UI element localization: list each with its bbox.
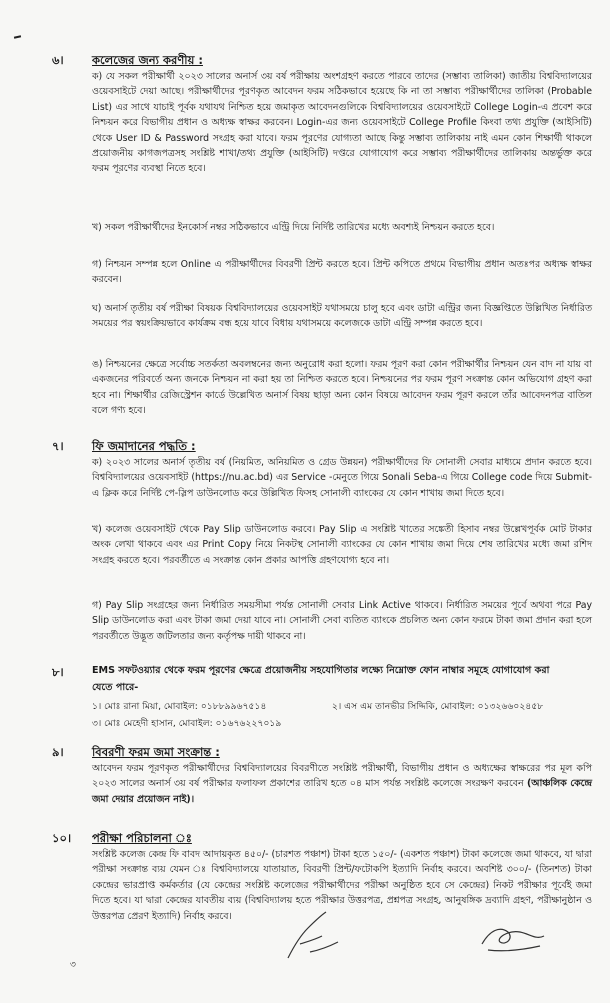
paragraph-9-bold: (আঞ্চলিক কেন্দ্রে জমা দেয়ার প্রয়োজন নাই)। bbox=[92, 778, 592, 805]
paragraph-7a: ক) ২০২৩ সালের অনার্স তৃতীয় বর্ষ (নিয়মিত, অনিয়মিত ও গ্রেড উন্নয়ন) পরীক্ষার্থীদের ফি সোনালী সেবার মাধ্যমে প্রদান করতে হবে। বিশ্ববিদ্যালয়ের ওয়েবসাইট (https://nu.ac.bd) এর Service -মেনুতে গিয়ে Sonali Seba-এ গিয়ে College code দিয়ে Submit-এ ক্লিক করে নির্দিষ্ট পে-স্লিপ ডাউনলোড করে উল্লিখিত ফিসহ সোনালী ব্যাংকের যে কোন শাখায় জমা দিতে হবে। bbox=[92, 457, 592, 499]
paragraph-10: সংশ্লিষ্ট কলেজ কেন্দ্র ফি বাবদ আদায়কৃত ৪৫০/- (চারশত পঞ্চাশ) টাকা হতে ১৫০/- (একশত পঞ্চাশ) টাকা কলেজে জমা থাকবে, যা দ্বারা পরীক্ষা সংক্রান্ত ব্যয় যেমন ঃ বিশ্ববিদ্যালয়ে যাতায়াত, বিবরণী প্রিন্ট/ফটোকপি ইত্যাদি নির্বাহ করবে। অবশিষ্ট ৩০০/- (তিনশত) টাকা কেন্দ্রের ভারপ্রাপ্ত কর্মকর্তার (যে কেন্দ্রের সংশ্লিষ্ট কলেজের পরীক্ষার্থীদের পরীক্ষা অনুষ্ঠিত হবে সে কেন্দ্রের) নিকট পরীক্ষার পূর্বেই জমা দিতে হবে। যা দ্বারা কেন্দ্রের যাবতীয় ব্যয় (বিশ্ববিদ্যালয় হতে পরীক্ষার উত্তরপত্র, প্রশ্নপত্র সংগ্রহ, আনুষঙ্গিক দ্রব্যাদি গ্রহণ, পরীক্ষানুষ্ঠান ও উত্তরপত্র প্রেরণ ইত্যাদি) নির্বাহ করবে। bbox=[92, 849, 592, 922]
section-title: EMS সফটওয়্যার থেকে ফরম পূরণের ক্ষেত্রে প্রয়োজনীয় সহযোগিতার লক্ষ্যে নিম্নোক্ত ফোন নাম্বার সমূহে যোগাযোগ করা bbox=[92, 665, 550, 676]
paragraph-9 bbox=[92, 761, 592, 807]
section-title-continued: যেতে পারে- bbox=[92, 682, 139, 693]
section-title: ফি জমাদানের পদ্ধতি : bbox=[92, 439, 196, 453]
contact-3: ৩। মোঃ মেহেদী হাসান, মোবাইল: ০১৬৭৬২২৭০১৯ bbox=[92, 718, 282, 729]
handwritten-initial-left bbox=[280, 906, 370, 966]
paragraph-6c: গ) নিশ্চয়ন সম্পন্ন হলে Online এ পরীক্ষার্থীদের বিবরণী প্রিন্ট করতে হবে। প্রিন্ট কপিতে প্রথমে বিভাগীয় প্রধান অতঃপর অধ্যক্ষ স্বাক্ষর করবেন। bbox=[92, 259, 592, 286]
paragraph-6b: খ) সকল পরীক্ষার্থীদের ইনকোর্স নম্বর সঠিকভাবে এন্ট্রি দিয়ে নির্দিষ্ট তারিখের মধ্যে অবশ্যই নিশ্চয়ন করতে হবে। bbox=[92, 222, 495, 233]
paragraph-7c: গ) Pay Slip সংগ্রহের জন্য নির্ধারিত সময়সীমা পর্যন্ত সোনালী সেবার Link Active থাকবে। নির্ধারিত সময়ের পূর্বে অথবা পরে Pay Slip ডাউনলোড করা এবং টাকা জমা দেয়া যাবে না। সোনালী সেবা ব্যতিত ব্যাংকে প্রচলিত অন্য কোন ফরমে টাকা জমা প্রদান করা হলে পরবর্তীতে উদ্ভূত জটিলতার জন্য কর্তৃপক্ষ দায়ী থাকবে না। bbox=[92, 600, 592, 642]
section-number: ৬। bbox=[52, 53, 64, 67]
section-title: পরীক্ষা পরিচালনা ঃ bbox=[92, 831, 192, 845]
paragraph-6d: ঘ) অনার্স তৃতীয় বর্ষ পরীক্ষা বিষয়ক বিশ্ববিদ্যালয়ের ওয়েবসাইট যথাসময়ে চালু হবে এবং ডাটা এন্ট্রির জন্য বিজ্ঞপ্তিতে উল্লিখিত নির্ধারিত সময়ের পর স্বয়ংক্রিয়ভাবে কার্যক্রম বন্ধ হয়ে যাবে বিধায় যথাসময়ে কলেজকে ডাটা এন্ট্রি সম্পন্ন করতে হবে। bbox=[92, 303, 592, 330]
section-number: ১০। bbox=[52, 831, 72, 845]
paragraph-9-text: আবেদন ফরম পূরণকৃত পরীক্ষার্থীদের বিশ্ববিদ্যালয়ের বিবরণীতে সংশ্লিষ্ট পরীক্ষার্থী, বিভাগীয় প্রধান ও অধ্যক্ষের স্বাক্ষরের পর মূল কপি ২০২৩ সালের অনার্স ৩য় বর্ষ পরীক্ষার ফলাফল প্রকাশের তারিখ হতে ০৪ মাস পর্যন্ত সংশ্লিষ্ট কলেজে সংরক্ষণ করবেন bbox=[92, 763, 592, 790]
paragraph-7b: খ) কলেজ ওয়েবসাইট থেকে Pay Slip ডাউনলোড করবে। Pay Slip এ সংশ্লিষ্ট খাতের সঙ্কেতী হিসাব নম্বর উল্লেখপূর্বক মোট টাকার অংক লেখা থাকবে এবং এর Print Copy নিয়ে নিকটস্থ সোনালী ব্যাংকের যে কোন শাখায় জমা দিয়ে শেষ তারিখের মধ্যে জমা রশিদ সংগ্রহ করতে হবে। পরবর্তীতে এ সংক্রান্ত কোন প্রকার আপত্তি গ্রহণযোগ্য হবে না। bbox=[92, 524, 592, 566]
handwritten-signature-right bbox=[478, 920, 548, 956]
margin-mark bbox=[14, 35, 21, 38]
paragraph-6e: ঙ) নিশ্চয়নের ক্ষেত্রে সর্বোচ্চ সতর্কতা অবলম্বনের জন্য অনুরোধ করা হলো। ফরম পূরণ করা কোন পরীক্ষার্থীর নিশ্চয়ন যেন বাদ না যায় বা একজনের পরিবর্তে অন্য জনকে নিশ্চয়ন না করা হয় তা নিশ্চিত করতে হবে। নিশ্চয়নের পর ফরম পূরণ সংক্রান্ত কোন অভিযোগ গ্রহণ করা হবে না। শিক্ষার্থীর রেজিস্ট্রেশন কার্ডে উল্লেখিত অনার্স বিষয় ছাড়া অন্য কোন বিষয়ে আবেদন ফরম পূরণ করলে তাঁর আবেদনপত্র বাতিল বলে গণ্য হবে। bbox=[92, 359, 592, 417]
section-title: বিবরণী ফরম জমা সংক্রান্ত : bbox=[92, 745, 220, 759]
section-number: ৭। bbox=[52, 439, 64, 453]
contact-2: ২। এস এম তানভীর সিদ্দিকি, মোবাইল: ০১৩২৬৬০২৪৫৮ bbox=[332, 701, 544, 712]
section-title: কলেজের জন্য করণীয় : bbox=[92, 53, 203, 67]
contact-1: ১। মোঃ রানা মিয়া, মোবাইল: ০১৮৮৯৯৬৭৫১৪ bbox=[92, 701, 267, 712]
section-number: ৮। bbox=[52, 665, 64, 679]
section-number: ৯। bbox=[52, 745, 64, 759]
paragraph-6a: ক) যে সকল পরীক্ষার্থী ২০২৩ সালের অনার্স ৩য় বর্ষ পরীক্ষায় অংশগ্রহণ করতে পারবে তাদের (সম্ভাব্য তালিকা) জাতীয় বিশ্ববিদ্যালয়ের ওয়েবসাইটে দেয়া আছে। পরীক্ষার্থীদের পূরণকৃত আবেদন ফরম সঠিকভাবে হয়েছে কি না তা সম্ভাব্য পরীক্ষার্থীদের তালিকা (Probable List) এর সাথে যাচাই পূর্বক যথাযথ নিশ্চিত হয়ে জমাকৃত আবেদনগুলিকে বিশ্ববিদ্যালয়ের ওয়েবসাইটে College Login-এ প্রবেশ করে নিশ্চয়ন করে বিভাগীয় প্রধান ও অধ্যক্ষ স্বাক্ষর করবেন। Login-এর জন্য ওয়েবসাইটে College Profile কিংবা তথ্য প্রযুক্তি (আইসিটি) থেকে User ID & Password সংগ্রহ করা যাবে। ফরম পূরণের যোগ্যতা আছে কিন্তু সম্ভাব্য তালিকায় নাই এমন কোন শিক্ষার্থী থাকলে প্রয়োজনীয় কাগজপত্রসহ সংশ্লিষ্ট শাখা/তথ্য প্রযুক্তি (আইসিটি) দপ্তরে যোগাযোগ করে সম্ভাব্য পরীক্ষার্থীদের তালিকায় অন্তর্ভুক্ত করে ফরম পূরণের ব্যবস্থা নিতে হবে। bbox=[92, 71, 592, 175]
page-number: ৩ bbox=[70, 960, 76, 970]
